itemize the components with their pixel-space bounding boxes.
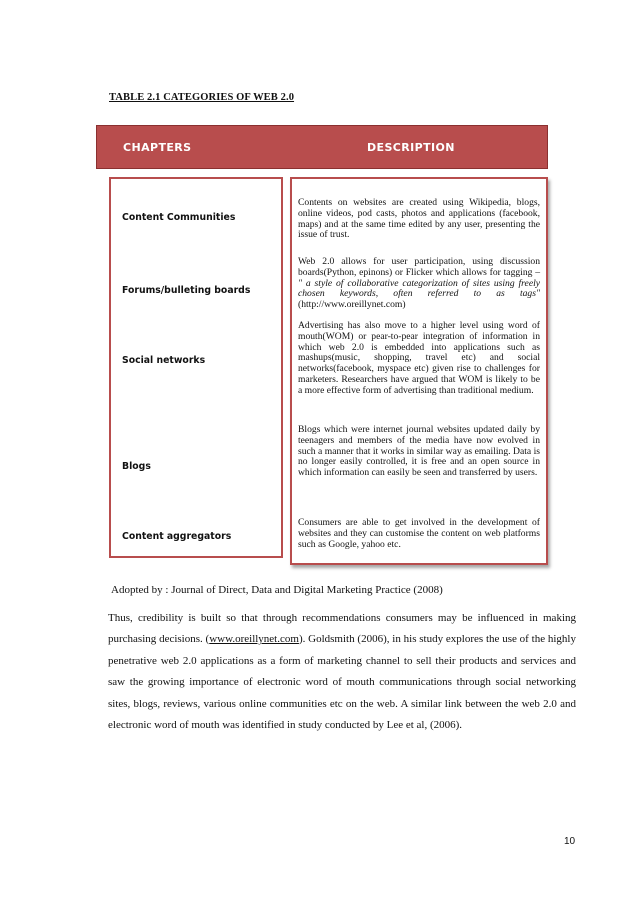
- chapter-content-communities: Content Communities: [122, 212, 236, 223]
- table-header-bar: [96, 125, 548, 169]
- description-content-communities: Contents on websites are created using Wikipedia, blogs, online videos, pod casts, photos and applications (facebook, maps) and at the same time edited by any user, presenting the issue of trust.: [298, 197, 540, 241]
- description-forums-text: Web 2.0 allows for user participation, using discussion boards(Python, epinons) or Flicker which allows for tagging –: [298, 256, 540, 278]
- page-number: 10: [564, 836, 576, 847]
- description-social-networks: Advertising has also move to a higher level using word of mouth(WOM) or pear-to-pear integration of information in which web 2.0 is embedded into applications such as mashups(music, shopping, travel etc) and social networks(facebook, myspace etc) given rise to challenges for marketers. Researchers have argued that WOM is likely to be a more effective form of advertising than traditional medium.: [298, 320, 540, 396]
- table-source: Adopted by : Journal of Direct, Data and Digital Marketing Practice (2008): [111, 584, 443, 596]
- oreillynet-link[interactable]: www.oreillynet.com: [209, 633, 299, 646]
- header-description: DESCRIPTION: [367, 141, 455, 154]
- chapter-content-aggregators: Content aggregators: [122, 531, 232, 542]
- chapter-social-networks: Social networks: [122, 355, 206, 366]
- description-content-aggregators: Consumers are able to get involved in the development of websites and they can customise the content on web platforms such as Google, yahoo etc.: [298, 517, 540, 550]
- description-blogs: Blogs which were internet journal websites updated daily by teenagers and members of the media have now evolved in such a manner that it works in similar way as emailing. Data is no longer easily controlled, it is free and an open source in which information can easily be seen and transferred by users.: [298, 424, 540, 479]
- header-chapters: CHAPTERS: [123, 141, 192, 154]
- body-paragraph: [108, 608, 576, 736]
- description-forums-url: (http://www.oreillynet.com): [298, 299, 406, 311]
- chapter-forums: Forums/bulleting boards: [122, 285, 251, 296]
- description-forums: [298, 257, 540, 311]
- table-title: TABLE 2.1 CATEGORIES OF WEB 2.0: [109, 92, 295, 103]
- paragraph-end: ). Goldsmith (2006), in his study explores the use of the highly penetrative web 2.0 applications as a form of marketing channel to sell their products and services and saw the growing importance of electronic word of mouth communications through social networking sites, blogs, reviews, various online communities etc on the web. A similar link between the web 2.0 and electronic word of mouth was identified in study conducted by Lee et al, (2006).: [108, 633, 576, 732]
- chapters-panel: [109, 177, 283, 558]
- description-forums-quote: " a style of collaborative categorization of sites using freely chosen keywords, often referred to as tags": [298, 277, 540, 300]
- paragraph-start: Thus, credibility is built so that through recommendations consumers may be influenced in making purchasing decisions. (: [108, 612, 576, 646]
- chapter-blogs: Blogs: [122, 461, 151, 472]
